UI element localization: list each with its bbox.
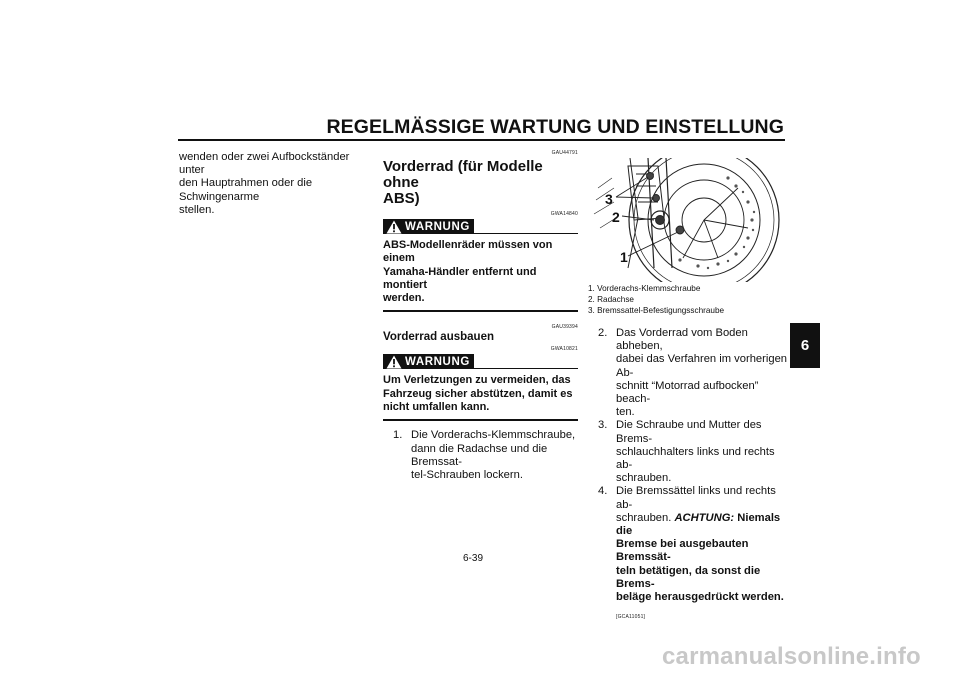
list-number: 3.: [598, 419, 608, 432]
column-1-text: [179, 151, 374, 217]
callout-2: 2: [612, 209, 620, 225]
list-line: schlauchhalters links und rechts ab-: [616, 445, 775, 472]
list-text: [411, 429, 578, 482]
warning-label: WARNUNG: [405, 355, 470, 368]
chapter-tab[interactable]: 6: [790, 323, 820, 368]
list-line: dabei das Verfahren im vorherigen Ab-: [616, 353, 788, 379]
figure-caption: [588, 283, 788, 316]
page-title: REGELMÄSSIGE WARTUNG UND EINSTELLUNG: [326, 116, 784, 138]
list-line: [616, 512, 790, 538]
caution-label: ACHTUNG:: [674, 511, 735, 524]
list-text: [616, 485, 790, 624]
caption-line: 1. Vorderachs-Klemmschraube: [588, 284, 701, 293]
warning-text: [383, 239, 578, 305]
warning-badge: [383, 219, 474, 234]
list-line: ten.: [616, 406, 635, 419]
reference-code: GAU44791: [551, 150, 578, 156]
list-line: tel-Schrauben lockern.: [411, 468, 523, 481]
text-line: den Hauptrahmen oder die Schwingenarme: [179, 177, 313, 203]
heading-line: Vorderrad (für Modelle ohne: [383, 158, 543, 191]
list-number: 1.: [393, 429, 403, 442]
list-number: 4.: [598, 485, 608, 498]
warning-line: [474, 233, 578, 234]
reference-code: [GCA11051]: [616, 614, 646, 621]
caption-line: 3. Bremssattel-Befestigungsschraube: [588, 306, 725, 315]
list-item: [598, 485, 790, 624]
caution-text: teln betätigen, da sonst die Brems-: [616, 564, 761, 590]
list-line: schnitt “Motorrad aufbocken” beach-: [616, 379, 759, 406]
plain-text: schrauben.: [616, 511, 672, 524]
warning-triangle-icon: [386, 220, 402, 234]
warning-header: [383, 219, 578, 234]
list-item: [598, 419, 790, 485]
caution-text: Niemals die: [616, 511, 781, 538]
warning-line-text: werden.: [383, 292, 425, 305]
warning-end-rule: [383, 419, 578, 421]
warning-line-text: ABS-Modellenräder müssen von einem: [383, 239, 553, 265]
header-rule: [178, 139, 785, 141]
list-line: Die Bremssättel links und rechts ab-: [616, 485, 776, 511]
front-wheel-figure: [588, 158, 780, 282]
list-item: [598, 327, 790, 419]
list-text: [616, 327, 790, 419]
column-3: [598, 327, 790, 624]
caution-text: beläge herausgedrückt werden.: [616, 591, 784, 604]
list-line: Die Vorderachs-Klemmschraube,: [411, 429, 576, 442]
callout-3: 3: [605, 191, 613, 207]
list-line: Die Schraube und Mutter des Brems-: [616, 419, 762, 445]
warning-text: [383, 374, 578, 414]
warning-line-text: Yamaha-Händler entfernt und montiert: [383, 265, 537, 291]
text-line: stellen.: [179, 203, 215, 216]
warning-badge: [383, 354, 474, 369]
callout-1: 1: [620, 249, 628, 265]
warning-header: [383, 354, 578, 369]
section-heading: [383, 159, 578, 207]
list-number: 2.: [598, 327, 608, 339]
caution-text: Bremse bei ausgebauten Bremssät-: [616, 538, 749, 564]
reference-code: GWA10821: [550, 346, 578, 353]
page-number: 6-39: [463, 553, 484, 564]
warning-line-text: Fahrzeug sicher abstützen, damit es: [383, 387, 573, 400]
list-line: schrauben.: [616, 472, 672, 485]
list-text: [616, 419, 790, 485]
column-2: [383, 150, 578, 482]
warning-line: [474, 368, 578, 369]
reference-code: GAU39394: [551, 324, 578, 331]
caption-line: 2. Radachse: [588, 295, 634, 304]
subsection-heading: Vorderrad ausbauen: [383, 331, 494, 344]
heading-line: ABS): [383, 190, 420, 207]
list-item: [383, 429, 578, 482]
warning-end-rule: [383, 310, 578, 312]
warning-label: WARNUNG: [405, 220, 470, 233]
warning-triangle-icon: [386, 355, 402, 369]
reference-code: GWA14840: [550, 211, 578, 217]
text-line: wenden oder zwei Aufbockständer unter: [179, 151, 350, 177]
footer-watermark[interactable]: carmanualsonline.info: [662, 643, 921, 670]
warning-line-text: nicht umfallen kann.: [383, 401, 490, 414]
warning-line-text: Um Verletzungen zu vermeiden, das: [383, 374, 571, 387]
list-line: Das Vorderrad vom Boden abheben,: [616, 327, 748, 353]
list-line: dann die Radachse und die Bremssat-: [411, 442, 548, 468]
